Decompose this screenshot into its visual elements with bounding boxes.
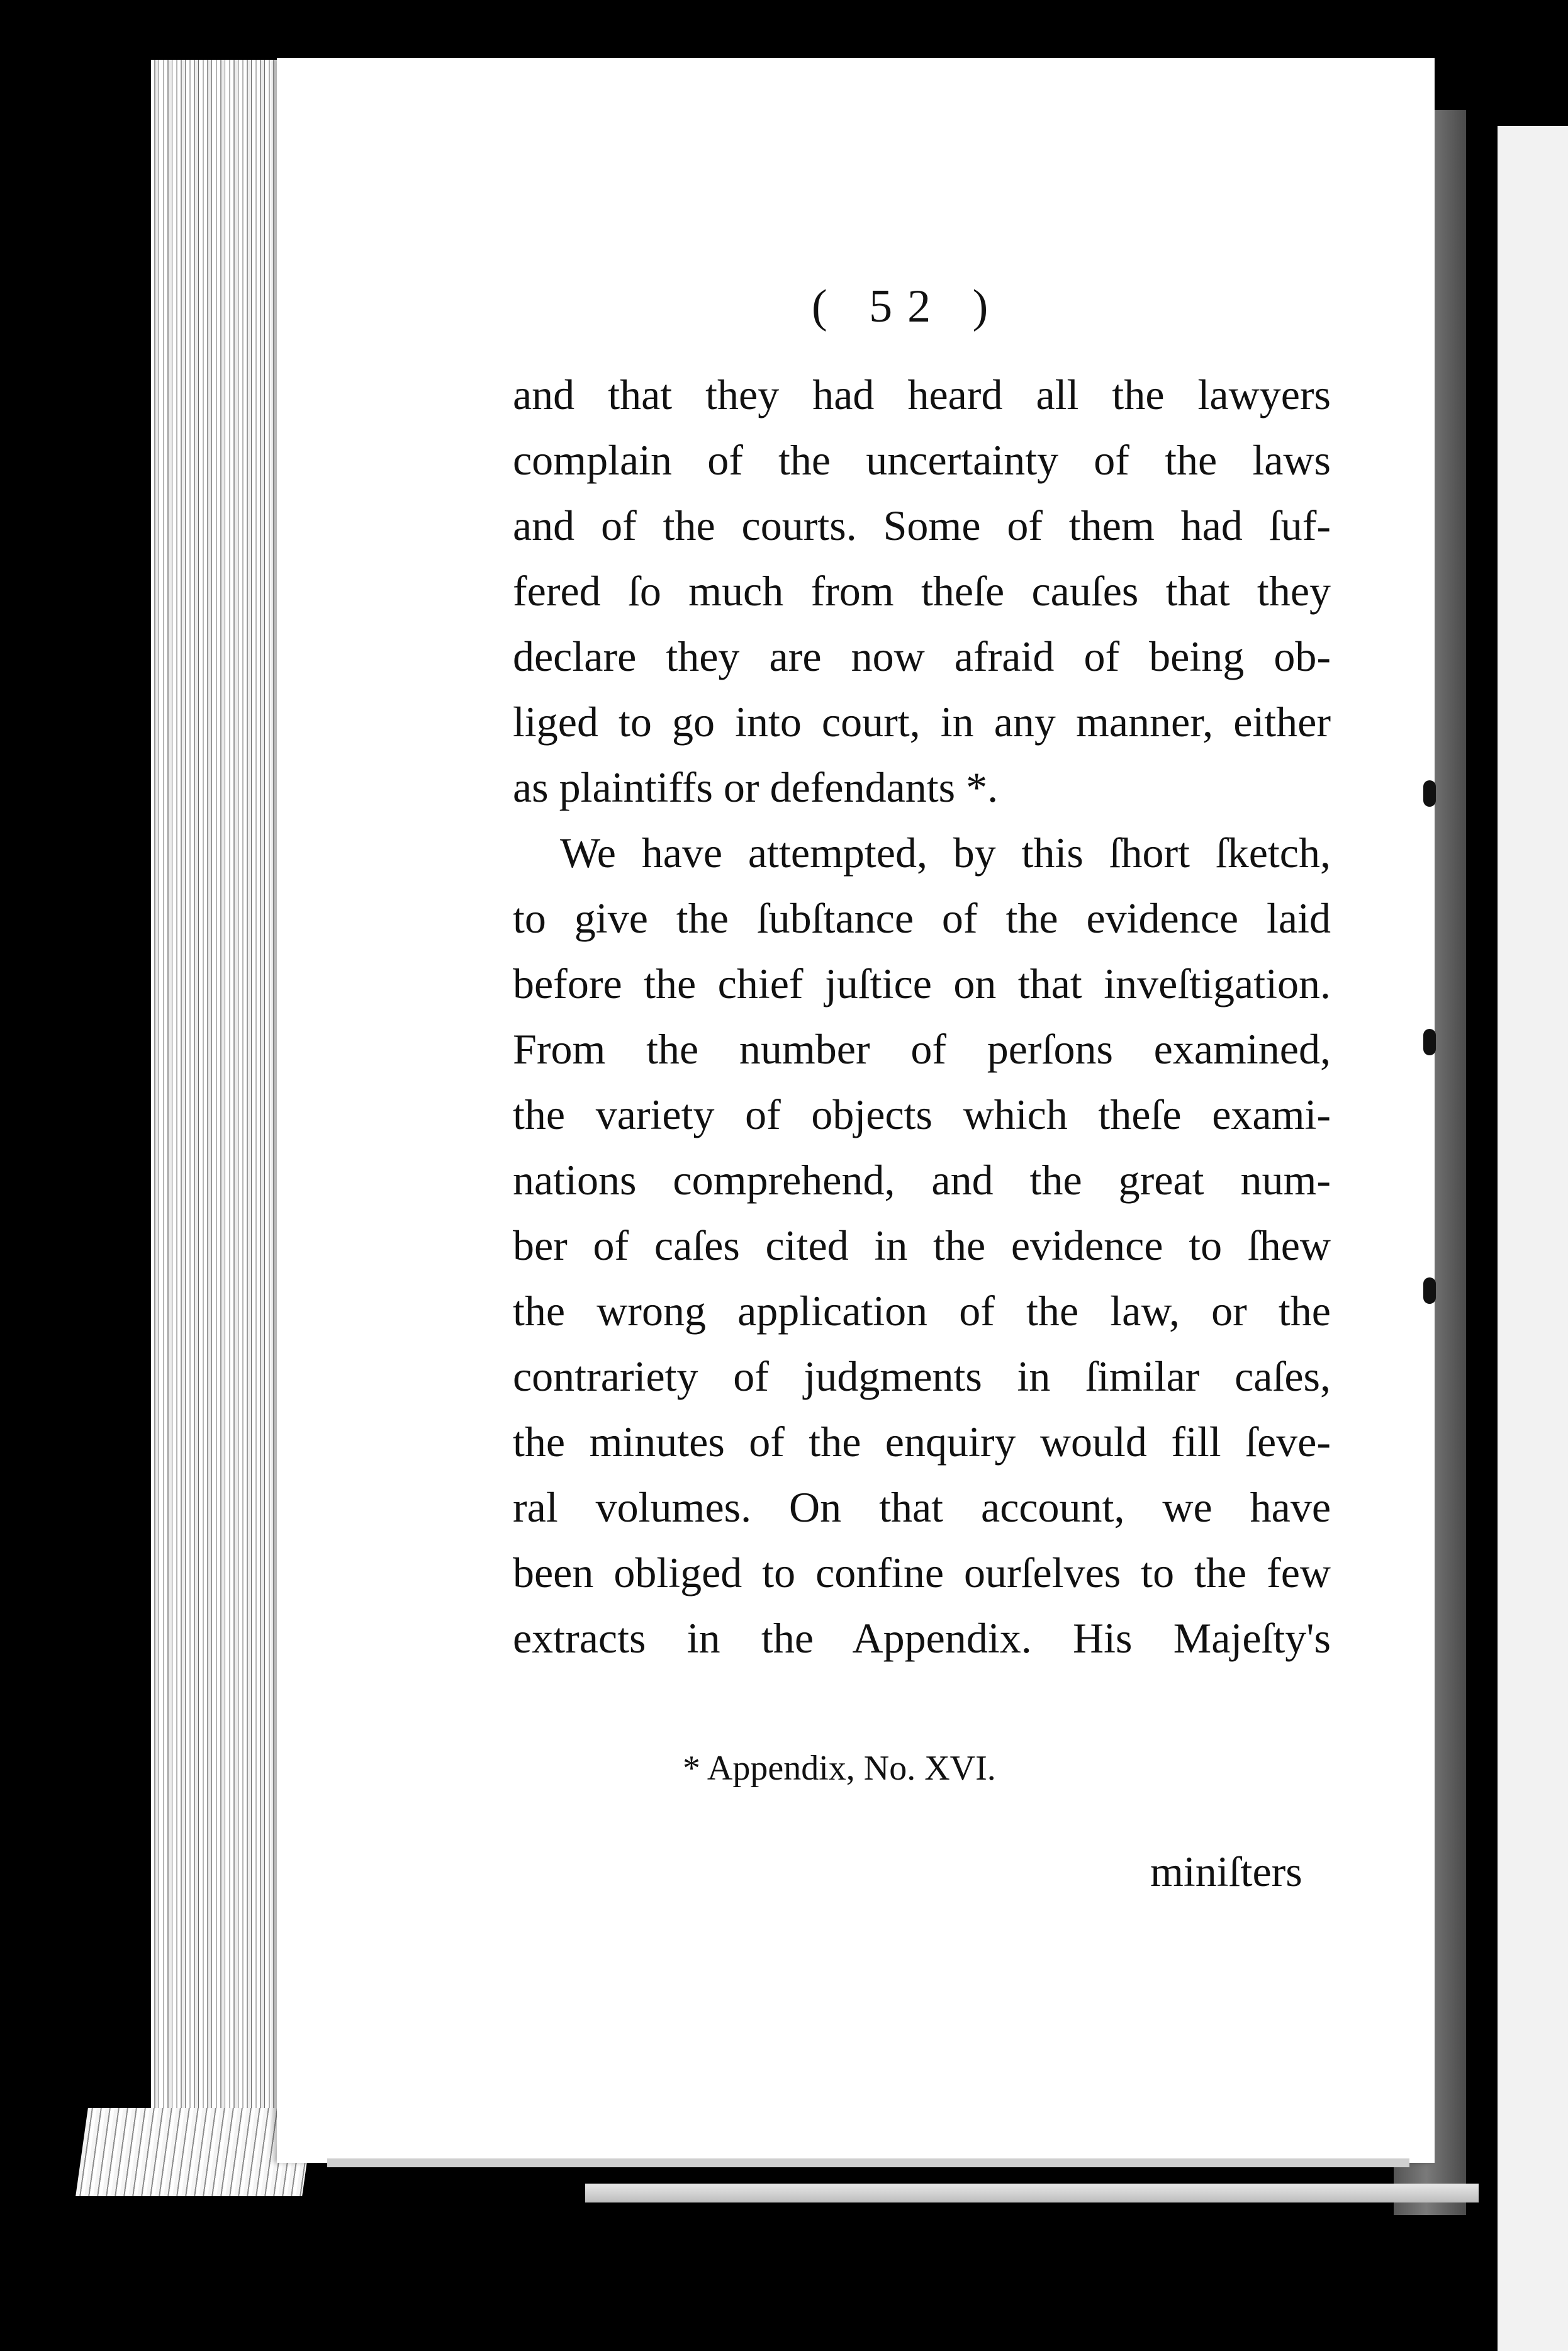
text-line: nations comprehend, and the great num-: [513, 1156, 1331, 1204]
page-number: ( 52 ): [812, 281, 1004, 332]
catchword: miniſters: [1150, 1848, 1302, 1895]
body-text: [513, 362, 1331, 1671]
binding-hole: [1423, 1029, 1436, 1055]
binding-hole: [1423, 1277, 1436, 1304]
text-line: been obliged to confine ourſelves to the few: [513, 1549, 1331, 1596]
text-line: ral volumes. On that account, we have: [513, 1483, 1331, 1531]
footnote: * Appendix, No. XVI.: [683, 1749, 996, 1788]
next-page-edge: [1498, 126, 1568, 2351]
page-edges: [151, 60, 296, 2162]
text-line: and of the courts. Some of them had ſuf-: [513, 502, 1331, 549]
binding-hole: [1423, 780, 1436, 807]
text-line: before the chief juſtice on that inveſtigation.: [513, 960, 1331, 1007]
text-line: contrariety of judgments in ſimilar caſes,: [513, 1352, 1331, 1400]
page-bottom-strip: [585, 2184, 1479, 2202]
text-line: and that they had heard all the lawyers: [513, 371, 1331, 418]
text-line: From the number of perſons examined,: [513, 1025, 1331, 1073]
text-line: to give the ſubſtance of the evidence laid: [513, 894, 1331, 942]
text-line: We have attempted, by this ſhort ſketch,: [560, 829, 1331, 877]
text-line: fered ſo much from theſe cauſes that they: [513, 567, 1331, 615]
text-line: the wrong application of the law, or the: [513, 1287, 1331, 1335]
text-line: liged to go into court, in any manner, either: [513, 698, 1331, 746]
text-line: the variety of objects which theſe exami-: [513, 1091, 1331, 1138]
text-line: declare they are now afraid of being ob-: [513, 632, 1331, 680]
page-bottom-fold: [327, 2158, 1409, 2167]
text-line: ber of caſes cited in the evidence to ſhew: [513, 1221, 1331, 1269]
text-line: extracts in the Appendix. His Majeſty's: [513, 1614, 1331, 1662]
text-line: the minutes of the enquiry would fill ſeve-: [513, 1418, 1331, 1466]
text-line: as plaintiffs or defendants *.: [513, 763, 999, 811]
text-line: complain of the uncertainty of the laws: [513, 436, 1331, 484]
